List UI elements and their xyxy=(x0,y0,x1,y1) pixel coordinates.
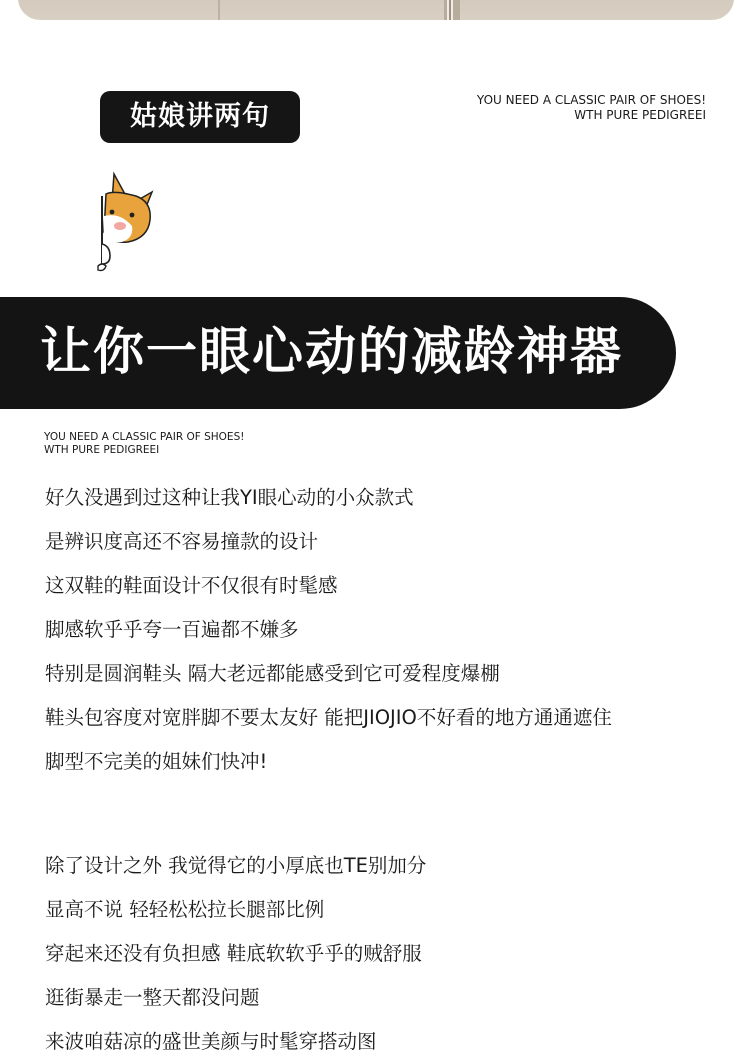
tagline-right xyxy=(477,93,706,123)
paragraph-1-line-7: 脚型不完美的姐妹们快冲! xyxy=(45,750,268,773)
photo-strap xyxy=(444,0,460,20)
top-product-photo xyxy=(18,0,734,20)
tagline-left-line-2: WTH PURE PEDIGREEI xyxy=(44,444,160,456)
headline-title: 让你一眼心动的减龄神器 xyxy=(40,323,624,382)
tagline-right-line-1: YOU NEED A CLASSIC PAIR OF SHOES! xyxy=(476,93,706,107)
photo-seam xyxy=(218,0,220,20)
paragraph-gap xyxy=(45,784,735,844)
paragraph-2-line-2: 显高不说 轻轻松松拉长腿部比例 xyxy=(45,898,325,921)
tagline-left xyxy=(44,431,244,457)
paragraph-1-line-1: 好久没遇到过这种让我YI眼心动的小众款式 xyxy=(45,486,414,509)
section-pill-label: 姑娘讲两句 xyxy=(100,91,300,143)
body-text xyxy=(45,476,735,1064)
paragraph-2-line-3: 穿起来还没有负担感 鞋底软软乎乎的贼舒服 xyxy=(45,942,422,965)
headline-banner xyxy=(0,297,676,409)
paragraph-1-line-2: 是辨识度高还不容易撞款的设计 xyxy=(45,530,319,553)
paragraph-1-line-4: 脚感软乎乎夸一百遍都不嫌多 xyxy=(45,618,299,641)
paragraph-2-line-1: 除了设计之外 我觉得它的小厚底也TE别加分 xyxy=(45,854,427,877)
paragraph-1-line-5: 特别是圆润鞋头 隔大老远都能感受到它可爱程度爆棚 xyxy=(45,662,500,685)
tagline-left-line-1: YOU NEED A CLASSIC PAIR OF SHOES! xyxy=(44,431,245,443)
shiba-dog-peeking-icon xyxy=(92,166,158,276)
paragraph-1-line-3: 这双鞋的鞋面设计不仅很有时髦感 xyxy=(45,574,338,597)
tagline-right-line-2: WTH PURE PEDIGREEI xyxy=(574,108,706,122)
paragraph-2-line-4: 逛街暴走一整天都没问题 xyxy=(45,986,260,1009)
paragraph-1-line-6: 鞋头包容度对宽胖脚不要太友好 能把JIOJIO不好看的地方通通遮住 xyxy=(45,706,612,729)
paragraph-2-line-5: 来波咱菇凉的盛世美颜与时髦穿搭动图 xyxy=(45,1030,377,1053)
